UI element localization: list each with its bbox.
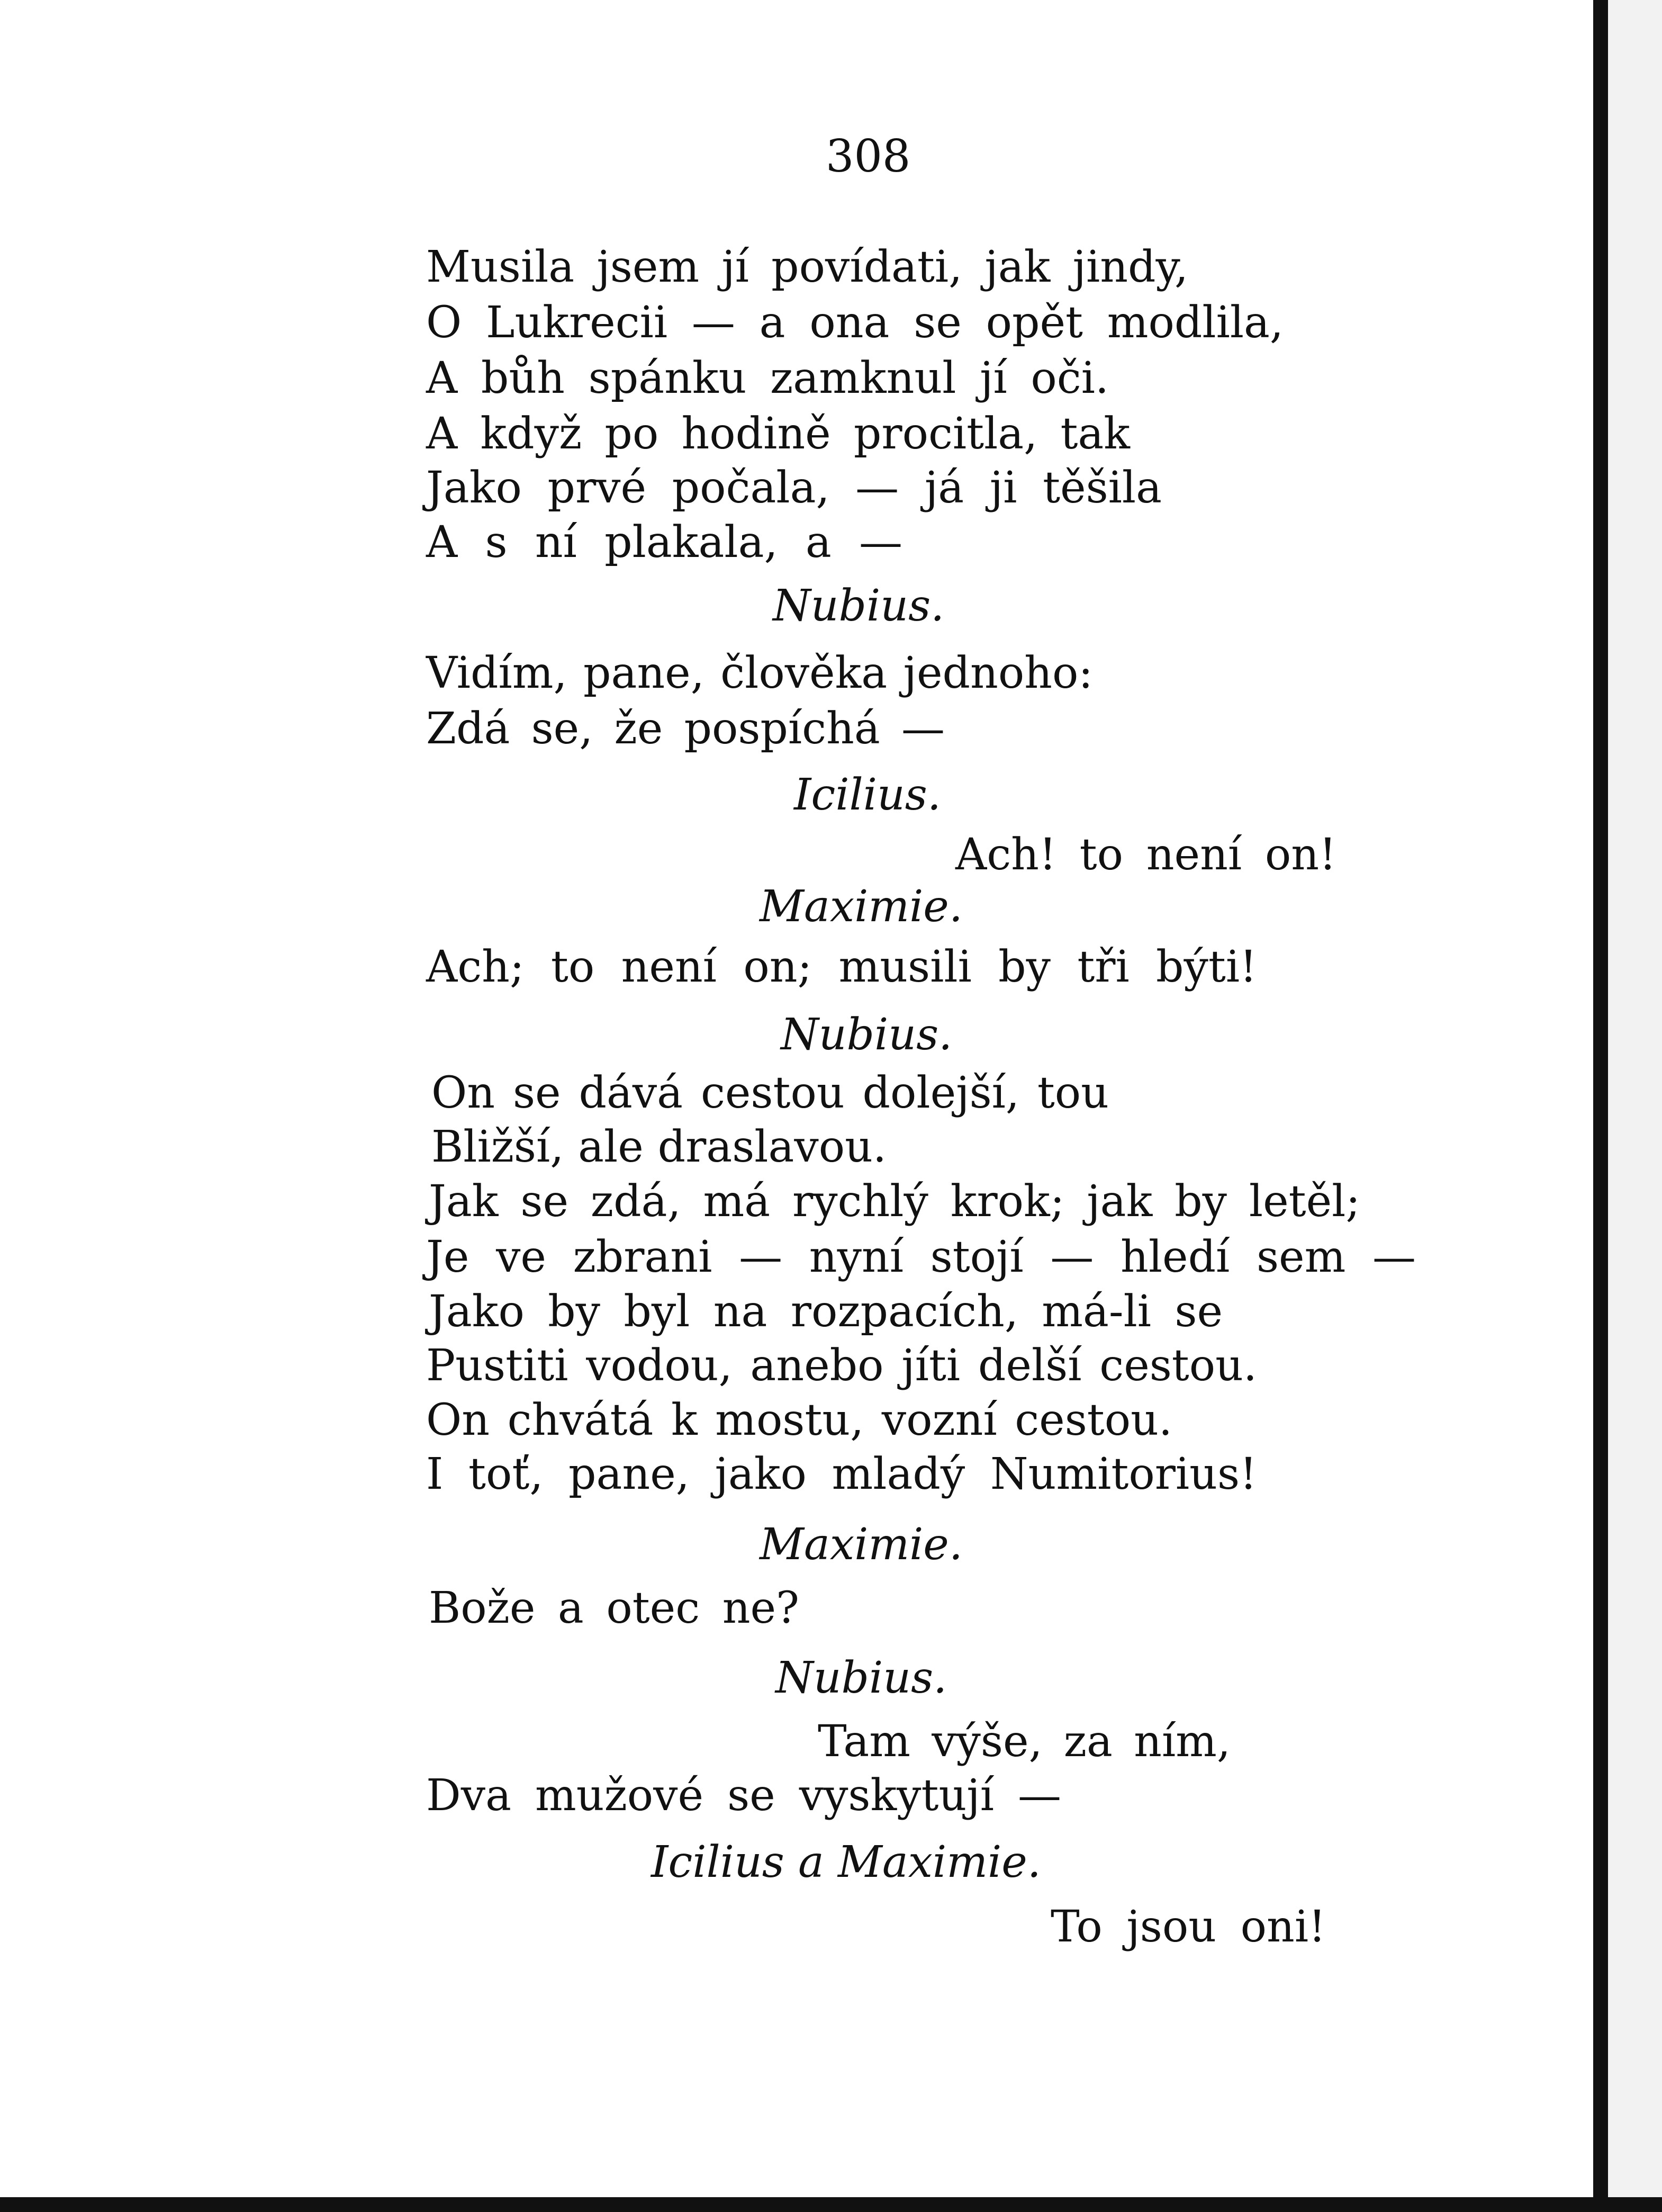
verse-line: Ach; to není on; musili by tři býti! [426, 942, 1257, 992]
speaker-name: Maximie. [760, 1519, 963, 1570]
verse-line: Ach! to není on! [955, 830, 1336, 880]
verse-line: Musila jsem jí povídati, jak jindy, [426, 242, 1188, 292]
speaker-name: Nubius. [773, 581, 945, 631]
verse-line: Dva mužové se vyskytují — [426, 1770, 1061, 1821]
adjacent-page-strip [1608, 0, 1662, 2212]
verse-line: Tam výše, za ním, [818, 1716, 1231, 1767]
page-number: 308 [826, 130, 911, 182]
speaker-name: Maximie. [760, 882, 963, 932]
verse-line: Bože a otec ne? [429, 1583, 799, 1633]
verse-line: On chvátá k mostu, vozní cestou. [426, 1395, 1172, 1445]
speaker-name: Nubius. [775, 1653, 947, 1703]
page-edge-bottom [0, 2197, 1662, 2212]
verse-line: Pustiti vodou, anebo jíti delší cestou. [426, 1341, 1257, 1391]
verse-line: Vidím, pane, člověka jednoho: [426, 648, 1093, 698]
verse-line: Jak se zdá, má rychlý krok; jak by letěl; [429, 1176, 1360, 1227]
verse-line: Jako prvé počala, — já ji těšila [426, 463, 1162, 513]
verse-line: Je ve zbrani — nyní stojí — hledí sem — [426, 1232, 1416, 1282]
page-edge-right [1593, 0, 1608, 2212]
verse-line: Bližší, ale draslavou. [431, 1122, 887, 1172]
speaker-name: Icilius a Maximie. [651, 1837, 1041, 1887]
verse-line: Zdá se, že pospíchá — [426, 704, 945, 754]
verse-line: On se dává cestou dolejší, tou [431, 1068, 1109, 1118]
verse-line: A bůh spánku zamknul jí oči. [426, 353, 1109, 403]
verse-line: I toť, pane, jako mladý Numitorius! [426, 1449, 1257, 1499]
verse-line: A s ní plakala, a — [426, 517, 902, 568]
verse-line: O Lukrecii — a ona se opět modlila, [426, 298, 1284, 348]
verse-line: A když po hodině procitla, tak [426, 409, 1130, 459]
verse-line: To jsou oni! [1051, 1902, 1326, 1952]
speaker-name: Nubius. [781, 1010, 953, 1060]
speaker-name: Icilius. [794, 770, 941, 820]
verse-line: Jako by byl na rozpacích, má-li se [429, 1287, 1223, 1337]
